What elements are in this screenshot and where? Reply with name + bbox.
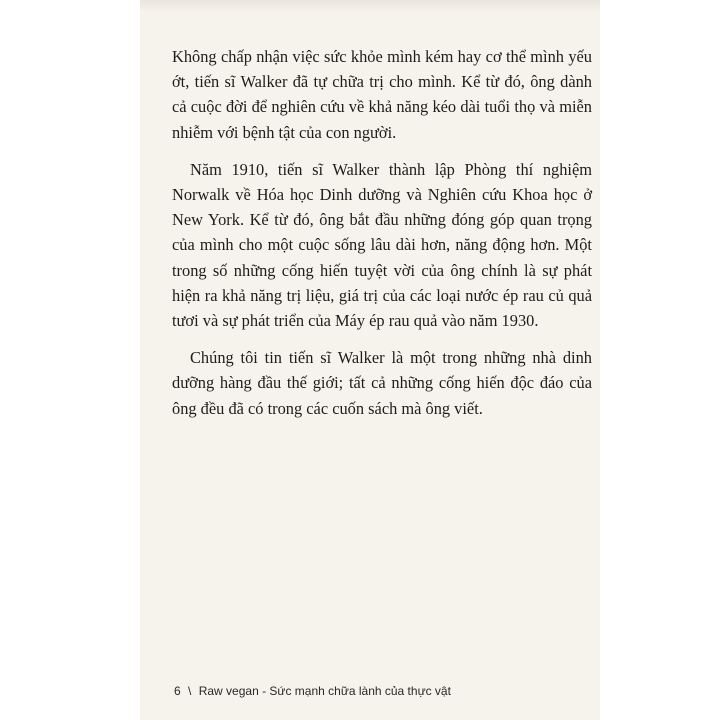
book-page [140, 0, 600, 720]
paragraph-1: Không chấp nhận việc sức khỏe mình kém hay cơ thể mình yếu ớt, tiến sĩ Walker đã tự chữa trị cho mình. Kể từ đó, ông dành cả cuộc đời để nghiên cứu về khả năng kéo dài tuổi thọ và miễn nhiễm với bệnh tật của con người. [172, 47, 592, 142]
footer-separator: \ [188, 684, 192, 698]
page-footer [174, 684, 455, 698]
paragraph-2: Năm 1910, tiến sĩ Walker thành lập Phòng thí nghiệm Norwalk về Hóa học Dinh dưỡng và Nghiên cứu Khoa học ở New York. Kể từ đó, ông bắt đầu những đóng góp quan trọng của mình cho một cuộc sống lâu dài hơn, năng động hơn. Một trong số những cống hiến tuyệt vời của ông chính là sự phát hiện ra khả năng trị liệu, giá trị của các loại nước ép rau củ quả tươi và sự phát triển của Máy ép rau quả vào năm 1930. [172, 159, 592, 331]
running-title: Raw vegan - Sức mạnh chữa lành của thực vật [198, 684, 451, 698]
page-body [172, 44, 592, 433]
page-top-shadow [140, 0, 600, 12]
paragraph-3: Chúng tôi tin tiến sĩ Walker là một trong những nhà dinh dưỡng hàng đầu thế giới; tất cả những cống hiến độc đáo của ông đều đã có trong các cuốn sách mà ông viết. [172, 348, 592, 418]
page-number: 6 [174, 684, 181, 698]
